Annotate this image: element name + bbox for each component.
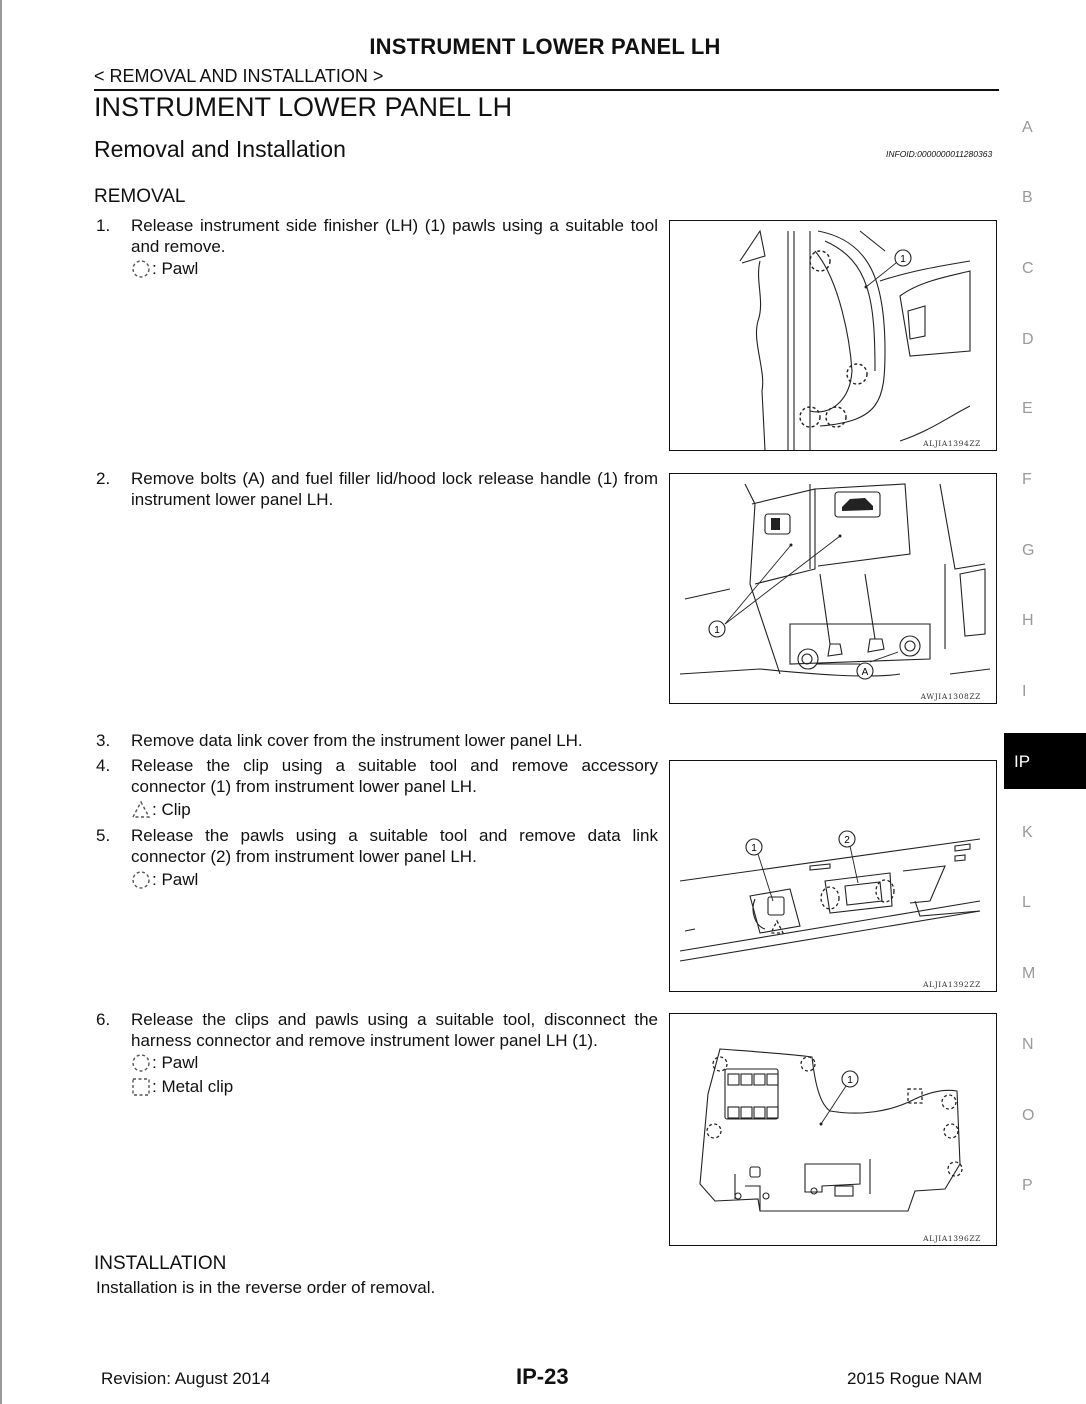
installation-text: Installation is in the reverse order of removal. (96, 1278, 436, 1297)
svg-text:1: 1 (847, 1075, 853, 1086)
header-rule (94, 89, 999, 91)
step-text: Release instrument side finisher (LH) (1) pawls using a suitable tool and remove. (131, 216, 658, 256)
subsection-title: Removal and Installation (94, 136, 346, 162)
removal-heading: REMOVAL (94, 186, 186, 207)
figure-release-handle (669, 473, 997, 704)
running-title: INSTRUMENT LOWER PANEL LH (369, 34, 721, 59)
figure-lower-panel (669, 1013, 997, 1246)
step-1 (96, 216, 658, 257)
step-number: 6. (96, 1010, 111, 1029)
step-5 (96, 826, 658, 867)
pawl-symbol-icon (131, 870, 151, 890)
figure-connectors (669, 760, 997, 992)
index-letter[interactable]: E (1022, 400, 1033, 417)
section-title: INSTRUMENT LOWER PANEL LH (94, 92, 513, 122)
index-letter[interactable]: K (1022, 824, 1033, 841)
index-letter[interactable]: I (1022, 683, 1027, 700)
index-tab-label: IP (1014, 752, 1031, 771)
legend-clip (131, 800, 191, 820)
step-number: 4. (96, 756, 111, 775)
index-letter[interactable]: F (1022, 471, 1032, 488)
lower-panel-illustration (670, 1014, 996, 1245)
index-tab-active[interactable] (1004, 733, 1086, 789)
index-letter[interactable]: A (1022, 119, 1033, 136)
index-letter[interactable]: G (1022, 542, 1035, 559)
svg-text:1: 1 (900, 254, 906, 265)
step-number: 2. (96, 469, 111, 488)
index-letter[interactable]: M (1022, 965, 1036, 982)
svg-text:1: 1 (714, 625, 720, 636)
release-handle-illustration (670, 474, 996, 703)
figure-id: ALJIA1394ZZ (923, 439, 981, 448)
step-text: Release the clips and pawls using a suitable tool, disconnect the harness connector and remove instrument lower panel LH (1). (131, 1010, 658, 1050)
callout-a (857, 663, 873, 679)
step-number: 1. (96, 216, 111, 235)
figure-id: ALJIA1396ZZ (923, 1234, 981, 1243)
step-text: Remove bolts (A) and fuel filler lid/hood lock release handle (1) from instrument lower panel LH. (131, 469, 658, 509)
connectors-illustration (670, 761, 996, 991)
pawl-symbol-icon (131, 1053, 151, 1073)
index-letter[interactable]: P (1022, 1177, 1033, 1194)
side-finisher-illustration (670, 221, 996, 450)
legend-pawl (131, 1053, 198, 1073)
metal-clip-symbol-icon (131, 1077, 151, 1097)
step-text: Release the pawls using a suitable tool and remove data link connector (2) from instrument lower panel LH. (131, 826, 658, 866)
step-number: 3. (96, 731, 111, 750)
page-left-edge (0, 0, 2, 1404)
legend-pawl (131, 259, 198, 279)
legend-pawl (131, 870, 198, 890)
index-letter[interactable]: H (1022, 612, 1034, 629)
pawl-symbol-icon (131, 259, 151, 279)
clip-symbol-icon (131, 800, 151, 820)
installation-heading: INSTALLATION (94, 1253, 227, 1274)
figure-id: ALJIA1392ZZ (923, 980, 981, 989)
step-text: Remove data link cover from the instrument lower panel LH. (131, 731, 583, 750)
footer-model: 2015 Rogue NAM (847, 1369, 983, 1388)
legend-label: : Pawl (152, 1053, 199, 1072)
svg-text:1: 1 (751, 843, 757, 854)
footer-page-number: IP-23 (516, 1364, 569, 1389)
legend-label: : Pawl (152, 259, 199, 278)
step-text: Release the clip using a suitable tool and remove accessory connector (1) from instrument lower panel LH. (131, 756, 658, 796)
legend-label: : Pawl (152, 870, 199, 889)
step-3 (96, 731, 658, 752)
index-letter[interactable]: D (1022, 331, 1034, 348)
index-letter[interactable]: N (1022, 1036, 1034, 1053)
callout-1 (709, 621, 725, 637)
step-number: 5. (96, 826, 111, 845)
breadcrumb: < REMOVAL AND INSTALLATION > (94, 66, 384, 86)
svg-text:A: A (861, 667, 869, 678)
info-id: INFOID:0000000011280363 (886, 149, 993, 159)
legend-label: : Metal clip (152, 1077, 234, 1096)
callout-1 (820, 1071, 859, 1126)
step-4 (96, 756, 658, 797)
footer-revision: Revision: August 2014 (101, 1369, 271, 1388)
figure-side-finisher (669, 220, 997, 451)
step-6 (96, 1010, 658, 1051)
index-letter[interactable]: B (1022, 189, 1033, 206)
step-2 (96, 469, 658, 510)
svg-text:2: 2 (844, 835, 850, 846)
index-letter[interactable]: C (1022, 260, 1034, 277)
figure-id: AWJIA1308ZZ (920, 692, 981, 701)
legend-label: : Clip (152, 800, 191, 819)
index-letter[interactable]: O (1022, 1107, 1035, 1124)
index-letter[interactable]: L (1022, 894, 1031, 911)
legend-metal-clip (131, 1077, 233, 1097)
